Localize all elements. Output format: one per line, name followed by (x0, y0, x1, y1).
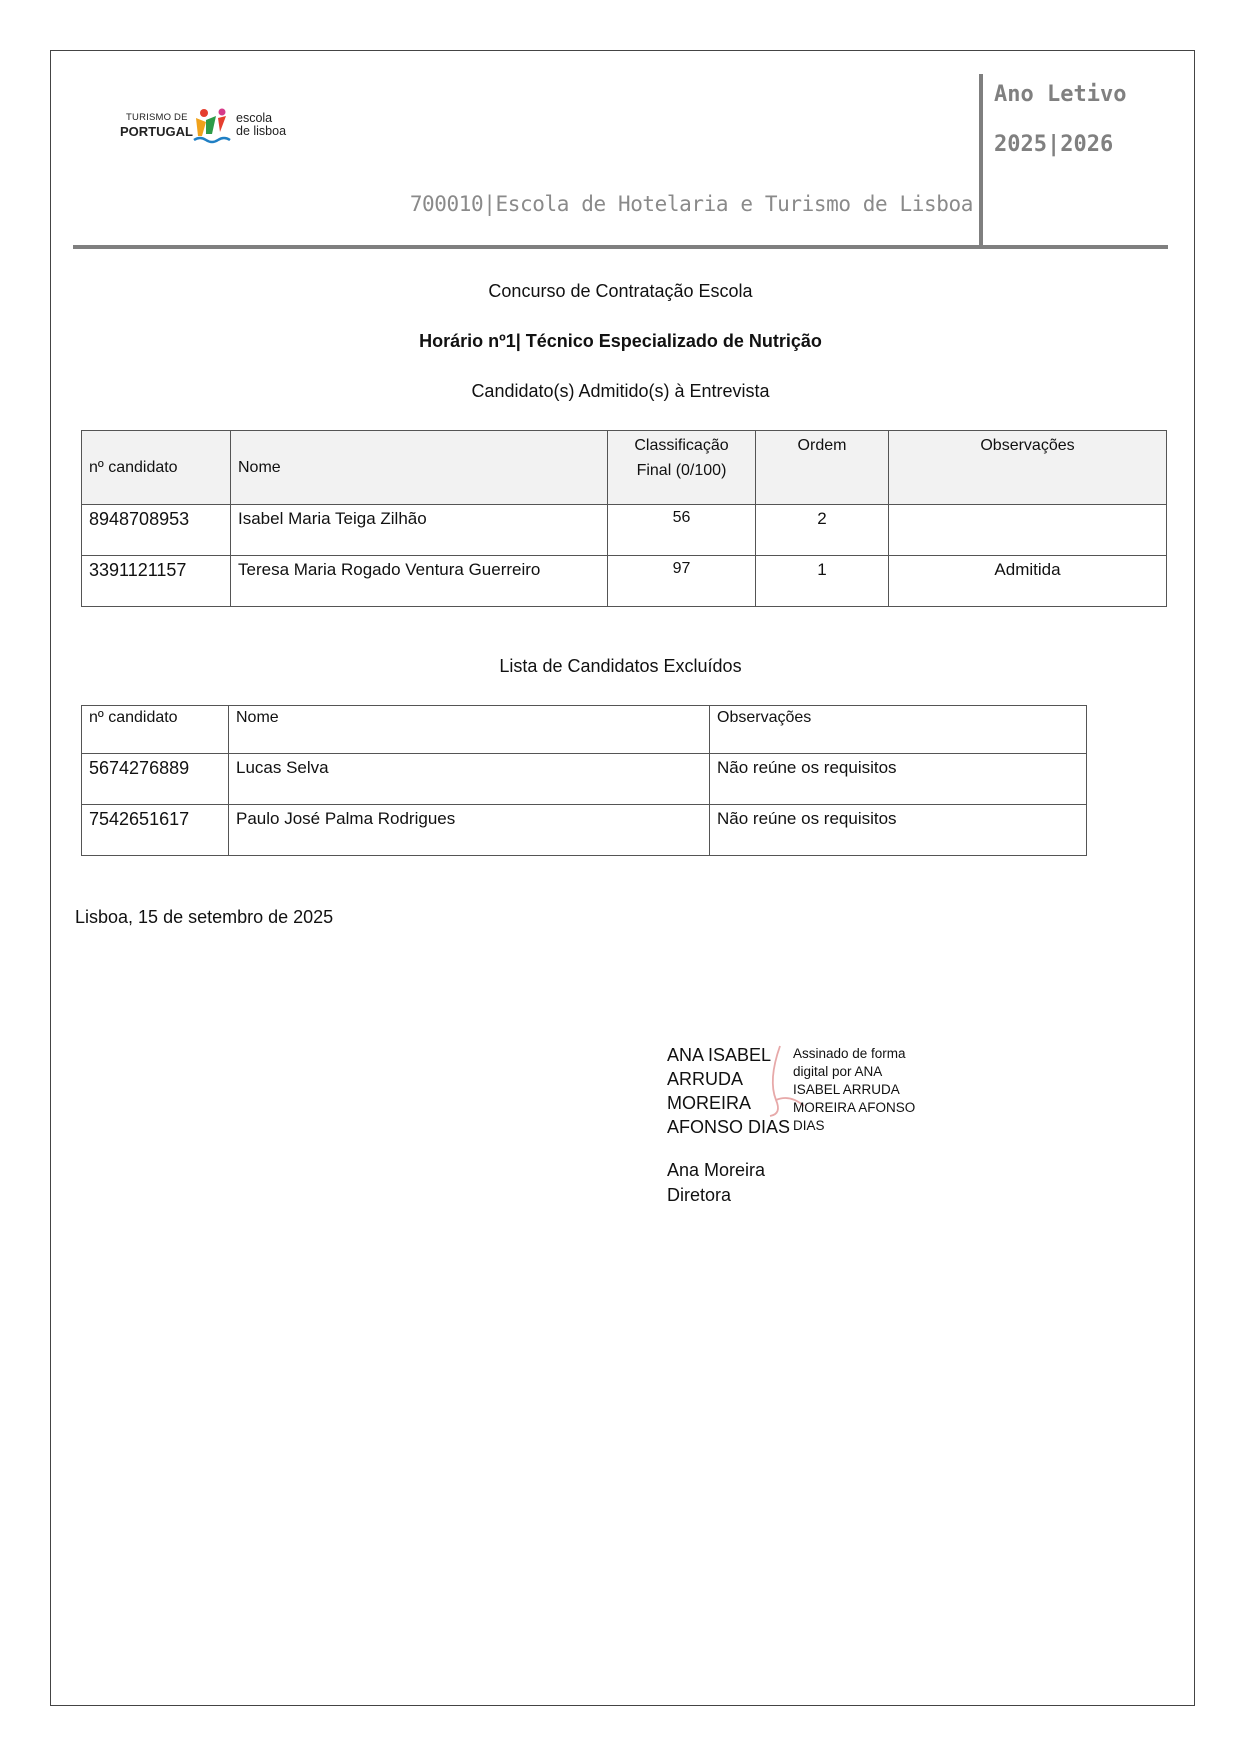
header-numero: nº candidato (82, 706, 229, 754)
cell-nome: Teresa Maria Rogado Ventura Guerreiro (231, 556, 608, 607)
signatory-name: Ana Moreira (667, 1160, 766, 1180)
cell-classificacao: 56 (608, 505, 756, 556)
table-row (82, 556, 1167, 607)
admitted-candidates-table (81, 430, 1167, 607)
cell-nome: Lucas Selva (229, 754, 710, 805)
place-and-date: Lisboa, 15 de setembro de 2025 (75, 907, 334, 927)
logo-text-escola: escola de lisboa (236, 111, 287, 138)
table-row (82, 505, 1167, 556)
table-row (82, 754, 1087, 805)
header-vertical-divider (979, 74, 983, 248)
cell-ordem: 1 (756, 556, 889, 607)
title-admitidos: Candidato(s) Admitido(s) à Entrevista (471, 381, 770, 401)
cell-numero: 5674276889 (82, 754, 229, 805)
cell-nome: Paulo José Palma Rodrigues (229, 805, 710, 856)
digital-signature-note: Assinado de forma digital por ANA ISABEL ARRUDA MOREIRA AFONSO DIAS (793, 1046, 916, 1133)
header-observacoes: Observações (710, 706, 1087, 754)
table-header-row (82, 431, 1167, 505)
logo-text-portugal: PORTUGAL (120, 124, 193, 139)
cell-numero: 3391121157 (82, 556, 231, 607)
table-header-row (82, 706, 1087, 754)
header-classificacao: Classificação Final (0/100) (608, 431, 756, 505)
excluded-candidates-table (81, 705, 1087, 856)
header-horizontal-divider (73, 245, 1168, 249)
title-excluidos: Lista de Candidatos Excluídos (499, 656, 742, 676)
cell-observacoes (889, 505, 1167, 556)
cell-observacoes: Não reúne os requisitos (710, 805, 1087, 856)
signature-name: ANA ISABEL ARRUDA MOREIRA AFONSO DIAS (667, 1045, 791, 1137)
turismo-portugal-logo (120, 108, 295, 154)
cell-ordem: 2 (756, 505, 889, 556)
cell-numero: 8948708953 (82, 505, 231, 556)
title-horario: Horário nº1| Técnico Especializado de Nutrição (419, 331, 822, 351)
logo-figure-icon (192, 108, 234, 148)
signatory (667, 1158, 765, 1208)
school-year-label: Ano Letivo (994, 82, 1127, 107)
cell-nome: Isabel Maria Teiga Zilhão (231, 505, 608, 556)
header-ordem: Ordem (756, 431, 889, 505)
header-numero: nº candidato (82, 431, 231, 505)
cell-observacoes: Não reúne os requisitos (710, 754, 1087, 805)
header-nome: Nome (231, 431, 608, 505)
title-concurso: Concurso de Contratação Escola (488, 281, 753, 301)
signatory-role: Diretora (667, 1185, 732, 1205)
logo-text-turismo: TURISMO DE (126, 112, 188, 123)
school-name: 700010|Escola de Hotelaria e Turismo de Lisboa (409, 192, 973, 216)
cell-numero: 7542651617 (82, 805, 229, 856)
cell-observacoes: Admitida (889, 556, 1167, 607)
school-year-value: 2025|2026 (994, 132, 1114, 157)
table-row (82, 805, 1087, 856)
cell-classificacao: 97 (608, 556, 756, 607)
header-observacoes: Observações (889, 431, 1167, 505)
header-nome: Nome (229, 706, 710, 754)
